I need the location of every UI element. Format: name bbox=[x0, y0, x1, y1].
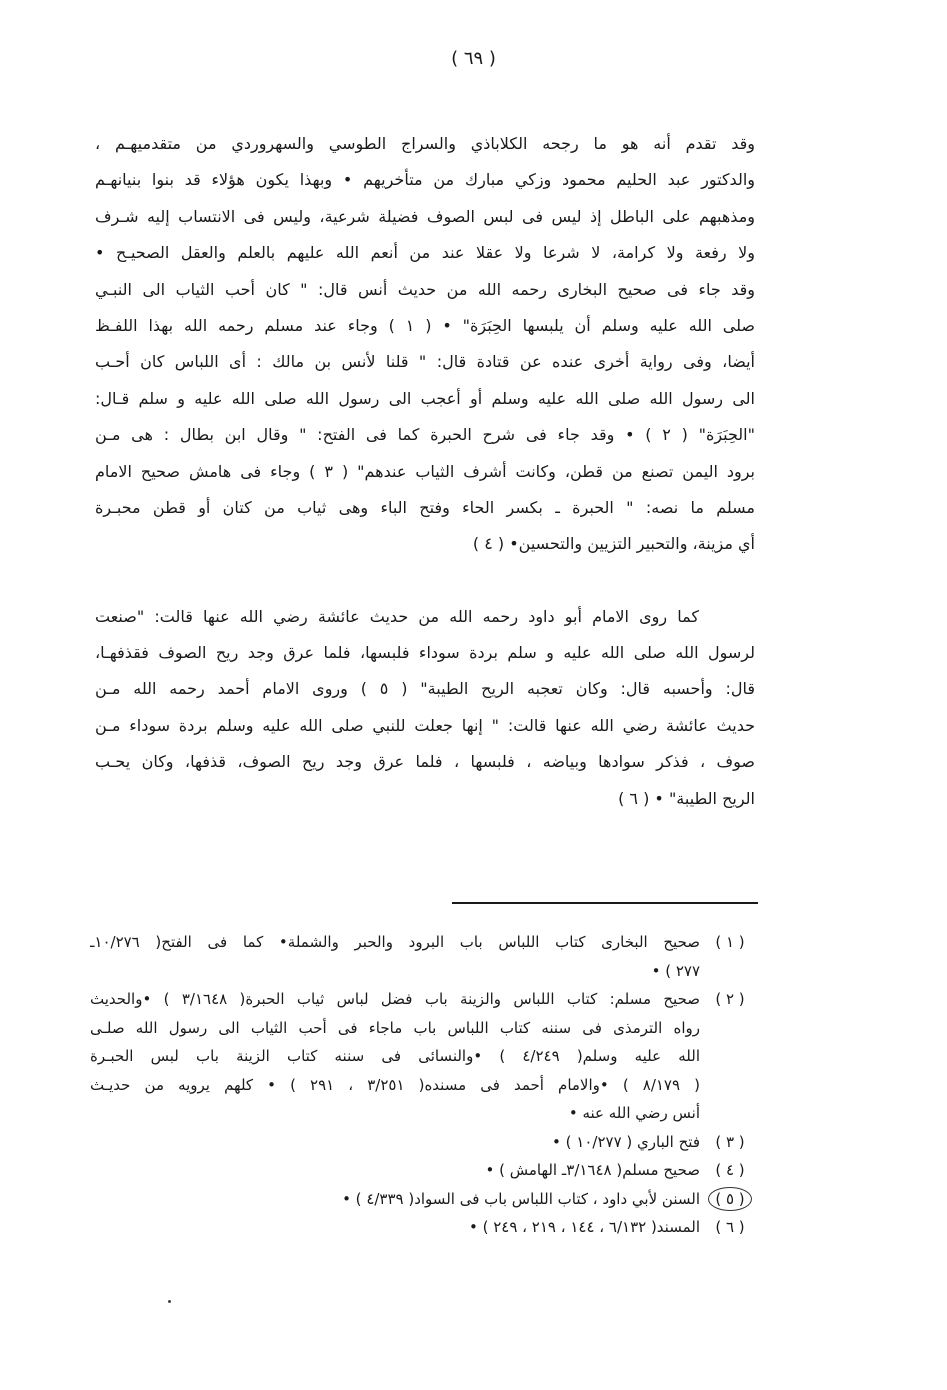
text-line: أيضا، وفى رواية أخرى عنده عن قتادة قال: " قلنا لأنس بن مالك : أى اللباس كان أحـب bbox=[95, 352, 755, 372]
footnote-line: صحيح البخارى كتاب اللباس باب البرود والحبر والشملة• كما فى الفتح( ١٠/٢٧٦ـ bbox=[90, 933, 700, 951]
footnote-number: ( ٥ ) bbox=[708, 1187, 751, 1211]
footnote-2 bbox=[90, 985, 760, 1128]
footnote-1 bbox=[90, 928, 760, 985]
footnote-number-circled bbox=[700, 1185, 760, 1214]
footnotes bbox=[90, 928, 760, 1242]
paragraph-gap bbox=[95, 563, 755, 599]
text-line: وقد تقدم أنه هو ما رجحه الكلاباذي والسراج الطوسي والسهروردي من متقدميهـم ، bbox=[95, 134, 755, 153]
text-line: حديث عائشة رضي الله عنها قالت: " إنها جعلت للنبي صلى الله عليه وسلم بردة سوداء مـن bbox=[95, 715, 755, 735]
footnote-line: الله عليه وسلم( ٤/٢٤٩ ) •والنسائى فى سننه كتاب الزينة باب لبس الحبـرة bbox=[90, 1047, 700, 1065]
text-line: صوف ، فذكر سوادها وبياضه ، فلبسها ، فلما عرق وجد ريح الصوف، قذفها، وكان يحـب bbox=[95, 752, 755, 772]
text-line: الريح الطيبة" • ( ٦ ) bbox=[618, 788, 755, 808]
footnote-line: ٢٧٧ ) • bbox=[651, 961, 700, 980]
page-number: ( ٦٩ ) bbox=[451, 48, 496, 69]
footnote-number: ( ٢ ) bbox=[715, 990, 745, 1008]
footnote-number: ( ٤ ) bbox=[715, 1161, 745, 1179]
scan-speck bbox=[168, 1300, 171, 1303]
text-line: وقد جاء فى صحيح البخارى رحمه الله من حديث أنس قال: " كان أحب الثياب الى النبـي bbox=[95, 279, 755, 299]
footnote-line: السنن لأبي داود ، كتاب اللباس باب فى السواد( ٤/٣٣٩ ) • bbox=[342, 1189, 700, 1208]
text-line: ومذهبهم على الباطل إذ ليس فى لبس الصوف فضيلة شرعية، وليس فى الانتساب إليه شـرف bbox=[95, 206, 755, 226]
footnote-line: فتح الباري ( ١٠/٢٧٧ ) • bbox=[552, 1132, 700, 1151]
text-line: "الحِبَرَة" ( ٢ ) • وقد جاء فى شرح الحبرة كما فى الفتح: " وقال ابن بطال : هى مـن bbox=[95, 425, 755, 445]
footnote-divider bbox=[452, 902, 758, 904]
text-line: قال: وأحسبه قال: وكان تعجبه الريح الطيبة" ( ٥ ) وروى الامام أحمد رحمه الله مـن bbox=[95, 679, 755, 699]
footnote-line: ( ٨/١٧٩ ) •والامام أحمد فى مسنده( ٣/٢٥١ ، ٢٩١ ) • كلهم يرويه من حديـث bbox=[90, 1075, 700, 1094]
footnote-line: المسند( ٦/١٣٢ ، ١٤٤ ، ٢١٩ ، ٢٤٩ ) • bbox=[468, 1218, 700, 1236]
text-line: الى رسول الله صلى الله عليه وسلم أو أعجب الى رسول الله صلى الله عليه و سلم قـال: bbox=[95, 388, 755, 408]
footnote-line: صحيح مسلم( ٣/١٦٤٨ـ الهامش ) • bbox=[485, 1161, 700, 1179]
footnote-line: صحيح مسلم: كتاب اللباس والزينة باب فضل لباس ثياب الحبرة( ٣/١٦٤٨ ) •والحديث bbox=[90, 990, 700, 1008]
footnote-6 bbox=[90, 1213, 760, 1242]
footnote-line: رواه الترمذى فى سننه كتاب اللباس باب ماجاء فى أحب الثياب الى رسول الله صلـى bbox=[90, 1018, 700, 1037]
footnote-4 bbox=[90, 1156, 760, 1185]
footnote-number: ( ٣ ) bbox=[715, 1132, 745, 1151]
paragraph-1 bbox=[95, 126, 755, 563]
footnote-3 bbox=[90, 1128, 760, 1157]
footnote-number: ( ٦ ) bbox=[715, 1218, 745, 1236]
text-line: برود اليمن تصنع من قطن، وكانت أشرف الثياب عندهم" ( ٣ ) وجاء فى هامش صحيح الامام bbox=[95, 461, 755, 481]
text-line: ولا رفعة ولا كرامة، لا شرعا ولا عقلا عند من أنعم الله عليهم بالعلم والعقل الصحيـح • bbox=[95, 243, 755, 263]
text-line: صلى الله عليه وسلم أن يلبسها الحِبَرَة" • ( ١ ) وجاء عند مسلم رحمه الله بهذا اللفـظ bbox=[95, 315, 755, 335]
footnote-5 bbox=[90, 1185, 760, 1214]
text-line: لرسول الله صلى الله عليه و سلم بردة سوداء فلبسها، فلما عرق وجد ريح الصوف فقذفهـا، bbox=[95, 643, 755, 663]
text-line: كما روى الامام أبو داود رحمه الله من حديث عائشة رضي الله عنها قالت: "صنعت bbox=[95, 606, 699, 626]
text-line: أي مزينة، والتحبير التزيين والتحسين• ( ٤ ) bbox=[472, 534, 755, 554]
text-line: مسلم ما نصه: " الحبرة ـ بكسر الحاء وفتح الباء وهى ثياب من كتان أو قطن محبـرة bbox=[95, 497, 755, 517]
footnote-line: أنس رضي الله عنه • bbox=[568, 1104, 700, 1122]
main-text bbox=[95, 126, 755, 817]
paragraph-2 bbox=[95, 599, 755, 817]
text-line: والدكتور عبد الحليم محمود وزكي مبارك من متأخريهم • وبهذا يكون هؤلاء قد بنوا بنيانهـم bbox=[95, 170, 755, 190]
footnote-number: ( ١ ) bbox=[715, 933, 745, 951]
